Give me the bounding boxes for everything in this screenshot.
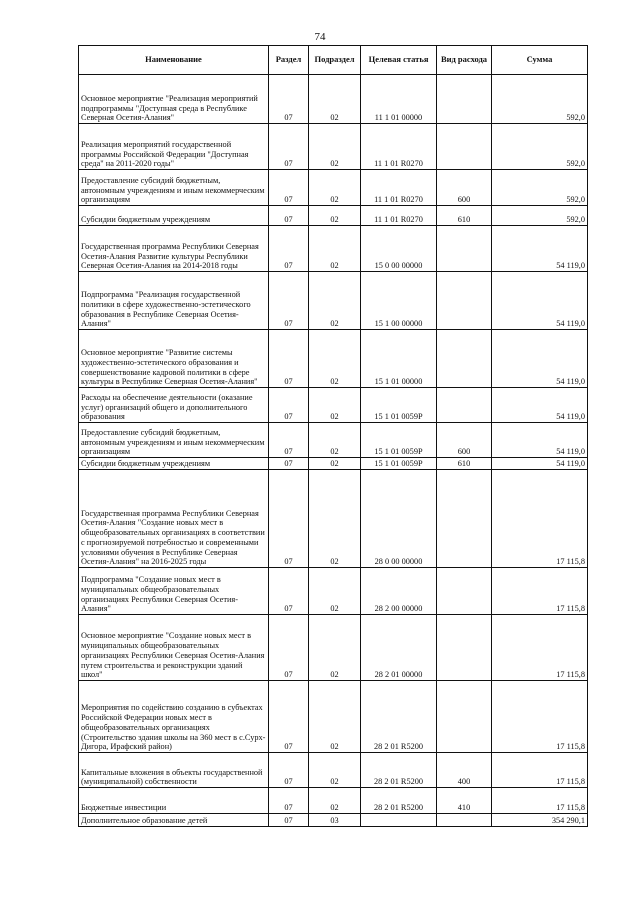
table-row	[79, 470, 588, 568]
row-amount: 592,0	[492, 124, 588, 170]
row-expense-type: 400	[437, 753, 492, 788]
row-amount: 354 290,1	[492, 814, 588, 827]
row-section: 07	[269, 615, 309, 681]
row-name: Государственная программа Республики Северная Осетия-Алания Развитие культуры Республики Северная Осетия-Алания на 2014-2018 годы	[79, 226, 269, 272]
table-row	[79, 388, 588, 423]
table-row	[79, 458, 588, 470]
row-section: 07	[269, 753, 309, 788]
table-row	[79, 814, 588, 827]
table-header-row	[79, 46, 588, 75]
header-section: Раздел	[269, 46, 309, 75]
row-subsection: 02	[309, 681, 361, 753]
row-amount: 17 115,8	[492, 681, 588, 753]
row-expense-type	[437, 75, 492, 124]
row-article: 11 1 01 R0270	[361, 170, 437, 206]
row-amount: 592,0	[492, 206, 588, 226]
row-subsection: 02	[309, 568, 361, 615]
row-subsection: 02	[309, 330, 361, 388]
row-amount: 17 115,8	[492, 788, 588, 814]
row-name: Подпрограмма "Создание новых мест в муниципальных общеобразовательных организациях Республики Северная Осетия-Алания"	[79, 568, 269, 615]
row-subsection: 02	[309, 388, 361, 423]
row-section: 07	[269, 788, 309, 814]
row-article: 15 0 00 00000	[361, 226, 437, 272]
row-section: 07	[269, 206, 309, 226]
table-row	[79, 272, 588, 330]
header-amount: Сумма	[492, 46, 588, 75]
row-expense-type	[437, 226, 492, 272]
row-name: Основное мероприятие "Развитие системы художественно-эстетического образования и совершенствование кадровой политики в сфере культуры в Республике Северная Осетия-Алания"	[79, 330, 269, 388]
table-row	[79, 753, 588, 788]
row-subsection: 02	[309, 124, 361, 170]
row-name: Капитальные вложения в объекты государственной (муниципальной) собственности	[79, 753, 269, 788]
row-amount: 17 115,8	[492, 568, 588, 615]
row-article: 15 1 01 0059Р	[361, 458, 437, 470]
row-subsection: 03	[309, 814, 361, 827]
row-expense-type	[437, 272, 492, 330]
row-amount: 592,0	[492, 75, 588, 124]
row-subsection: 02	[309, 788, 361, 814]
row-expense-type: 600	[437, 423, 492, 458]
row-section: 07	[269, 75, 309, 124]
row-name: Основное мероприятие "Реализация мероприятий подпрограммы "Доступная среда в Республике Северная Осетия-Алания"	[79, 75, 269, 124]
row-expense-type	[437, 388, 492, 423]
row-subsection: 02	[309, 615, 361, 681]
row-name: Бюджетные инвестиции	[79, 788, 269, 814]
row-article	[361, 814, 437, 827]
row-expense-type: 600	[437, 170, 492, 206]
row-subsection: 02	[309, 423, 361, 458]
row-name: Дополнительное образование детей	[79, 814, 269, 827]
row-subsection: 02	[309, 470, 361, 568]
row-amount: 54 119,0	[492, 458, 588, 470]
row-expense-type: 610	[437, 458, 492, 470]
row-section: 07	[269, 330, 309, 388]
row-amount: 54 119,0	[492, 388, 588, 423]
row-section: 07	[269, 124, 309, 170]
row-expense-type: 610	[437, 206, 492, 226]
table-row	[79, 124, 588, 170]
table-row	[79, 615, 588, 681]
row-amount: 17 115,8	[492, 615, 588, 681]
header-article: Целевая статья	[361, 46, 437, 75]
row-section: 07	[269, 568, 309, 615]
row-expense-type	[437, 615, 492, 681]
row-article: 28 2 01 R5200	[361, 681, 437, 753]
table-row	[79, 568, 588, 615]
row-article: 28 2 01 00000	[361, 615, 437, 681]
row-section: 07	[269, 170, 309, 206]
row-amount: 17 115,8	[492, 753, 588, 788]
row-section: 07	[269, 272, 309, 330]
row-article: 15 1 00 00000	[361, 272, 437, 330]
row-name: Реализация мероприятий государственной программы Российской Федерации "Доступная среда" на 2011-2020 годы"	[79, 124, 269, 170]
row-amount: 54 119,0	[492, 226, 588, 272]
header-name: Наименование	[79, 46, 269, 75]
row-expense-type	[437, 814, 492, 827]
row-amount: 54 119,0	[492, 272, 588, 330]
header-expense-type: Вид расхода	[437, 46, 492, 75]
row-article: 28 2 01 R5200	[361, 788, 437, 814]
table-body	[79, 75, 588, 827]
table-row	[79, 75, 588, 124]
row-subsection: 02	[309, 206, 361, 226]
row-subsection: 02	[309, 272, 361, 330]
row-subsection: 02	[309, 753, 361, 788]
budget-table	[78, 45, 588, 827]
table-row	[79, 170, 588, 206]
row-expense-type: 410	[437, 788, 492, 814]
row-subsection: 02	[309, 170, 361, 206]
row-subsection: 02	[309, 458, 361, 470]
table-row	[79, 330, 588, 388]
row-expense-type	[437, 681, 492, 753]
row-section: 07	[269, 226, 309, 272]
row-article: 11 1 01 00000	[361, 75, 437, 124]
row-name: Субсидии бюджетным учреждениям	[79, 458, 269, 470]
row-section: 07	[269, 423, 309, 458]
row-article: 11 1 01 R0270	[361, 206, 437, 226]
row-subsection: 02	[309, 226, 361, 272]
row-name: Основное мероприятие "Создание новых мест в муниципальных общеобразовательных организациях Республики Северная Осетия-Алания путем строительства и реконструкции зданий школ"	[79, 615, 269, 681]
table-row	[79, 788, 588, 814]
row-name: Государственная программа Республики Северная Осетия-Алания "Создание новых мест в общеобразовательных организациях в соответствии с прогнозируемой потребностью и современными условиями обучения в Республике Северная Осетия-Алания" на 2016-2025 годы	[79, 470, 269, 568]
header-subsection: Подраздел	[309, 46, 361, 75]
row-article: 28 2 00 00000	[361, 568, 437, 615]
row-subsection: 02	[309, 75, 361, 124]
row-name: Субсидии бюджетным учреждениям	[79, 206, 269, 226]
row-article: 15 1 01 00000	[361, 330, 437, 388]
row-expense-type	[437, 330, 492, 388]
row-name: Расходы на обеспечение деятельности (оказание услуг) организаций общего и дополнительного образования	[79, 388, 269, 423]
row-expense-type	[437, 124, 492, 170]
row-section: 07	[269, 388, 309, 423]
page-number: 74	[314, 31, 326, 43]
row-section: 07	[269, 470, 309, 568]
row-name: Мероприятия по содействию созданию в субъектах Российской Федерации новых мест в общеобразовательных организациях (Строительство здания школы на 360 мест в с.Сурх-Дигора, Ирафский район)	[79, 681, 269, 753]
table-row	[79, 226, 588, 272]
table-row	[79, 206, 588, 226]
row-amount: 54 119,0	[492, 423, 588, 458]
row-section: 07	[269, 814, 309, 827]
row-article: 28 2 01 R5200	[361, 753, 437, 788]
row-expense-type	[437, 470, 492, 568]
row-article: 15 1 01 0059Р	[361, 423, 437, 458]
table-row	[79, 423, 588, 458]
row-article: 28 0 00 00000	[361, 470, 437, 568]
row-section: 07	[269, 681, 309, 753]
row-article: 11 1 01 R0270	[361, 124, 437, 170]
row-section: 07	[269, 458, 309, 470]
row-name: Предоставление субсидий бюджетным, автономным учреждениям и иным некоммерческим организациям	[79, 170, 269, 206]
row-name: Подпрограмма "Реализация государственной политики в сфере художественно-эстетического образования в Республике Северная Осетия-Алания"	[79, 272, 269, 330]
row-article: 15 1 01 0059Р	[361, 388, 437, 423]
row-expense-type	[437, 568, 492, 615]
table-row	[79, 681, 588, 753]
row-amount: 592,0	[492, 170, 588, 206]
row-name: Предоставление субсидий бюджетным, автономным учреждениям и иным некоммерческим организациям	[79, 423, 269, 458]
row-amount: 17 115,8	[492, 470, 588, 568]
row-amount: 54 119,0	[492, 330, 588, 388]
